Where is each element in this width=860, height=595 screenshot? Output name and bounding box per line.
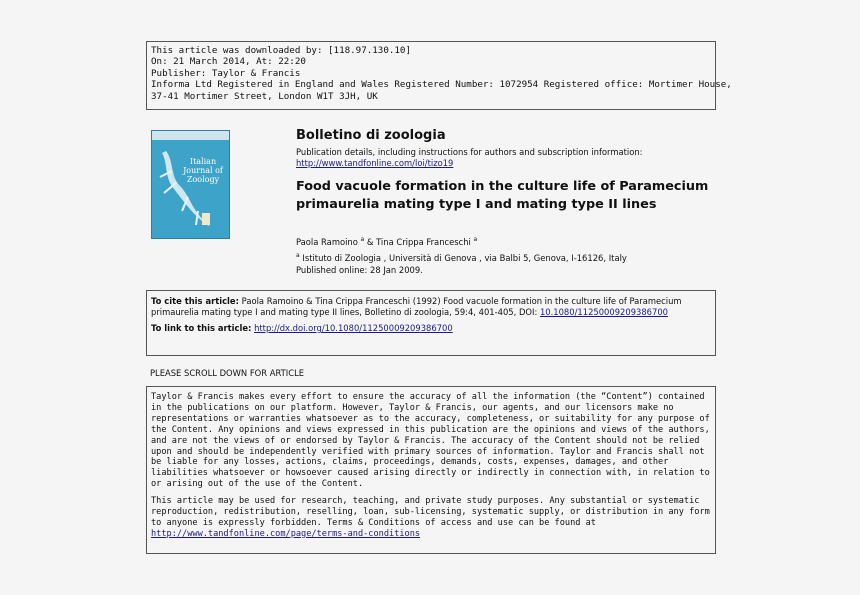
citation-box <box>146 290 716 356</box>
author-affil-marker: a <box>360 236 365 243</box>
affiliation: Istituto di Zoologia , Università di Genova , via Balbi 5, Genova, I-16126, Italy <box>302 252 627 263</box>
affiliation-block: $^a$ Istituto di Zoologia , Università di Genova , via Balbi 5, Genova, I-16126, Italy Published online: 28 Jan 2009. <box>296 252 627 275</box>
disclaimer-paragraph: Taylor & Francis makes every effort to ensure the accuracy of all the information (the “Content”) contained in the publications on our platform. However, Taylor & Francis, our agents, and our licensors make no representations or warranties whatsoever as to the accuracy, completeness, or suitability for any purpose of the Content. Any opinions and views expressed in this publication are the opinions and views of the authors, and are not the views of or endorsed by Taylor & Francis. The accuracy of the Content should not be relied upon and should be independently verified with primary sources of information. Taylor and Francis shall not be liable for any losses, actions, claims, proceedings, demands, costs, expenses, damages, and other liabilities whatsoever or howsoever caused arising directly or indirectly in connection with, in relation to or arising out of the use of the Content. <box>151 392 710 490</box>
link-label: To link to this article: <box>151 323 252 333</box>
download-line: Informa Ltd Registered in England and Wales Registered Number: 1072954 Registered office: Mortimer House, <box>151 79 732 91</box>
author-affil-marker: a <box>473 236 478 243</box>
download-line: Publisher: Taylor & Francis <box>151 67 301 79</box>
journal-name: Bolletino di zoologia <box>296 128 446 143</box>
download-line: 37-41 Mortimer Street, London W1T 3JH, UK <box>151 90 378 102</box>
scroll-notice: PLEASE SCROLL DOWN FOR ARTICLE <box>150 368 305 378</box>
author-name: Paola Ramoino <box>296 236 358 247</box>
disclaimer-box <box>146 386 716 554</box>
publication-details-text: Publication details, including instructions for authors and subscription information: <box>296 147 643 157</box>
publication-details <box>296 147 642 168</box>
journal-cover-image <box>151 130 230 239</box>
journal-url-link[interactable]: http://www.tandfonline.com/loi/tizo19 <box>296 157 454 168</box>
cite-text: Paola Ramoino & Tina Crippa Franceschi (1992) Food vacuole formation in the culture life of Paramecium primaurelia mating type I and mating type II lines, Bolletino di zoologia, 59:4, 401-405, DOI: <box>151 296 682 317</box>
terms-link[interactable]: http://www.tandfonline.com/page/terms-and-conditions <box>151 528 421 539</box>
article-title: Food vacuole formation in the culture life of Paramecium primaurelia mating type I and mating type II lines <box>296 179 709 212</box>
terms-paragraph: This article may be used for research, teaching, and private study purposes. Any substantial or systematic reproduction, redistribution, reselling, loan, sub-licensing, systematic supply, or distribution in any form to anyone is expressly forbidden. Terms & Conditions of access and use can be found at http://www.tandfonline.com/page/terms-and-conditions <box>151 496 710 539</box>
cite-label: To cite this article: <box>151 296 239 306</box>
article-doi-url-link[interactable]: http://dx.doi.org/10.1080/11250009209386700 <box>254 323 453 333</box>
cover-title: Italian Journal of Zoology <box>183 157 223 184</box>
author-name: Tina Crippa Franceschi <box>376 236 471 247</box>
download-line: This article was downloaded by: [118.97.130.10] <box>151 45 411 56</box>
lizard-illustration-icon <box>152 131 229 238</box>
download-line: On: 21 March 2014, At: 22:20 <box>151 56 306 68</box>
download-info-box <box>146 41 732 110</box>
doi-link[interactable]: 10.1080/11250009209386700 <box>539 306 668 317</box>
published-online: Published online: 28 Jan 2009. <box>296 264 423 275</box>
authors: Paola Ramoino $^a$ & Tina Crippa Franceschi $^a$ <box>296 236 478 247</box>
